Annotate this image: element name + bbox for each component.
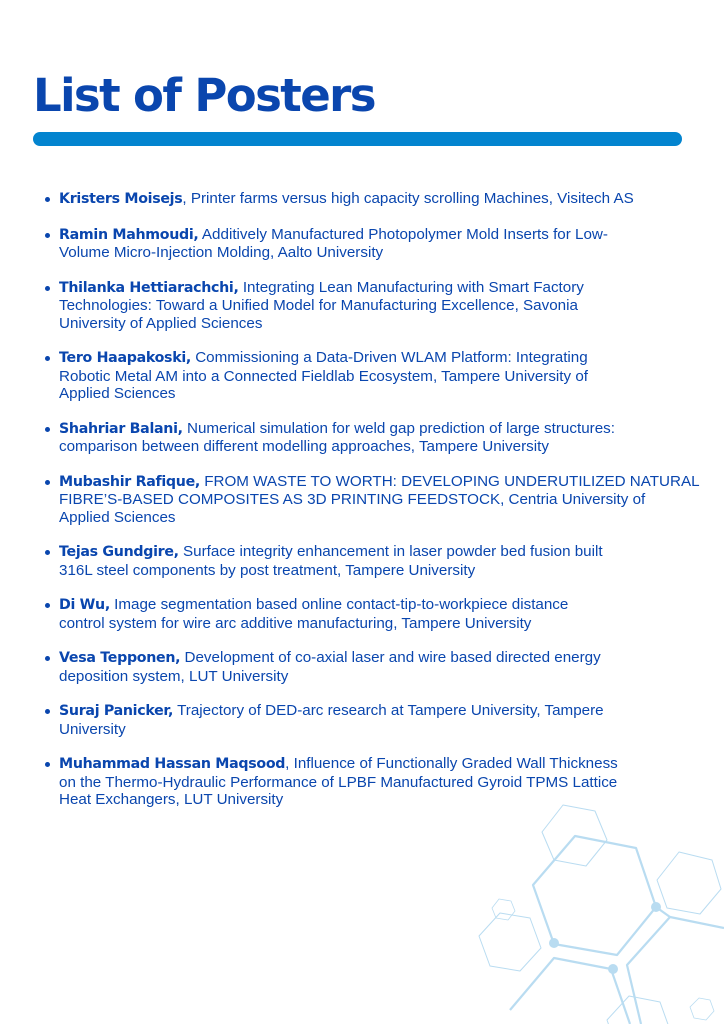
bullet-icon bbox=[45, 286, 50, 291]
poster-title-text: Robotic Metal AM into a Connected Fieldlab Ecosystem, Tampere University of bbox=[59, 367, 588, 385]
presenter-name: Di Wu, bbox=[59, 597, 110, 613]
hexagon-outline bbox=[690, 998, 714, 1020]
poster-line bbox=[59, 368, 724, 386]
poster-line bbox=[59, 349, 724, 368]
poster-title-text: Numerical simulation for weld gap prediction of large structures: bbox=[186, 419, 615, 437]
page-title: List of Posters bbox=[33, 69, 375, 122]
presenter-name: Suraj Panicker, bbox=[59, 703, 174, 719]
bullet-icon bbox=[45, 233, 50, 238]
poster-title-text: Additively Manufactured Photopolymer Mold Inserts for Low- bbox=[201, 225, 608, 243]
poster-list-item bbox=[0, 649, 724, 685]
poster-line bbox=[59, 473, 724, 492]
poster-line bbox=[59, 755, 724, 774]
poster-title-text: Development of co-axial laser and wire based directed energy bbox=[184, 649, 601, 666]
poster-list-item bbox=[0, 596, 724, 632]
poster-title-text: Applied Sciences bbox=[59, 508, 176, 526]
poster-title-text: Trajectory of DED-arc research at Tampere University, Tampere bbox=[177, 702, 604, 719]
poster-title-text: control system for wire arc additive manufacturing, Tampere University bbox=[59, 614, 532, 632]
poster-list-item bbox=[0, 349, 724, 403]
poster-list-item bbox=[0, 190, 724, 209]
poster-list bbox=[0, 190, 724, 826]
presenter-name: Tero Haapakoski, bbox=[59, 350, 191, 366]
poster-title-text: Image segmentation based online contact-tip-to-workpiece distance bbox=[114, 596, 569, 613]
poster-line bbox=[59, 615, 724, 633]
poster-list-item bbox=[0, 226, 724, 262]
poster-title-text: FIBRE’S-BASED COMPOSITES AS 3D PRINTING FEEDSTOCK, Centria University of bbox=[59, 491, 646, 508]
poster-line bbox=[59, 668, 724, 686]
poster-title-text: Printer farms versus high capacity scrolling Machines, Visitech AS bbox=[190, 190, 634, 207]
poster-line bbox=[59, 385, 724, 403]
poster-list-item bbox=[0, 543, 724, 579]
poster-line bbox=[59, 649, 724, 668]
bullet-icon bbox=[45, 603, 50, 608]
node-dot bbox=[651, 902, 661, 912]
poster-list-item bbox=[0, 279, 724, 333]
node-dot bbox=[608, 964, 618, 974]
poster-line bbox=[59, 596, 724, 615]
bullet-icon bbox=[45, 656, 50, 661]
hexagon-network-line bbox=[611, 969, 630, 1024]
poster-title-text: University of Applied Sciences bbox=[59, 314, 263, 332]
hexagon-outline bbox=[657, 852, 721, 914]
presenter-name: Ramin Mahmoudi, bbox=[59, 226, 199, 243]
bullet-icon bbox=[45, 197, 50, 202]
poster-title-text: 316L steel components by post treatment, Tampere University bbox=[59, 561, 476, 579]
name-separator: , bbox=[285, 755, 290, 772]
hexagon-network-line bbox=[627, 917, 724, 1024]
poster-title-text: deposition system, LUT University bbox=[59, 667, 289, 685]
poster-list-item bbox=[0, 473, 724, 527]
poster-line bbox=[59, 509, 724, 527]
poster-title-text: Applied Sciences bbox=[59, 385, 176, 402]
bullet-icon bbox=[45, 480, 50, 485]
poster-title-text: Surface integrity enhancement in laser powder bed fusion built bbox=[183, 543, 603, 560]
bullet-icon bbox=[45, 356, 50, 361]
poster-title-text: Technologies: Toward a Unified Model for Manufacturing Excellence, Savonia bbox=[59, 297, 578, 314]
poster-line bbox=[59, 721, 724, 739]
poster-title-text: Heat Exchangers, LUT University bbox=[59, 791, 284, 808]
poster-title-text: Volume Micro-Injection Molding, Aalto University bbox=[59, 244, 384, 261]
poster-line bbox=[59, 562, 724, 580]
poster-list-item bbox=[0, 702, 724, 738]
presenter-name: Tejas Gundgire, bbox=[59, 544, 179, 560]
poster-line bbox=[59, 315, 724, 333]
presenter-name: Thilanka Hettiarachchi, bbox=[59, 279, 239, 296]
poster-line bbox=[59, 420, 724, 439]
bullet-icon bbox=[45, 709, 50, 714]
poster-line bbox=[59, 226, 724, 245]
presenter-name: Shahriar Balani, bbox=[59, 420, 183, 437]
node-dot bbox=[549, 938, 559, 948]
poster-line bbox=[59, 438, 724, 456]
poster-line bbox=[59, 244, 724, 262]
bullet-icon bbox=[45, 550, 50, 555]
poster-line bbox=[59, 491, 724, 509]
poster-title-text: Integrating Lean Manufacturing with Smart Factory bbox=[242, 278, 584, 296]
bullet-icon bbox=[45, 762, 50, 767]
presenter-name: Mubashir Rafique, bbox=[59, 473, 200, 490]
presenter-name: Vesa Tepponen, bbox=[59, 650, 181, 666]
poster-line bbox=[59, 279, 724, 298]
poster-line bbox=[59, 543, 724, 562]
hexagon-network-decoration bbox=[460, 790, 724, 1024]
poster-line bbox=[59, 702, 724, 721]
hexagon-outline bbox=[479, 913, 541, 971]
poster-list-item bbox=[0, 420, 724, 456]
poster-line bbox=[59, 297, 724, 315]
poster-line bbox=[59, 774, 724, 792]
poster-title-text: on the Thermo-Hydraulic Performance of LPBF Manufactured Gyroid TPMS Lattice bbox=[59, 773, 618, 791]
poster-line bbox=[59, 190, 724, 209]
name-separator: , bbox=[182, 190, 187, 207]
poster-title-text: comparison between different modelling approaches, Tampere University bbox=[59, 438, 549, 455]
poster-title-text: University bbox=[59, 720, 126, 738]
title-underline-bar bbox=[33, 132, 682, 146]
poster-title-text: Influence of Functionally Graded Wall Thickness bbox=[293, 755, 618, 772]
presenter-name: Kristers Moisejs bbox=[59, 191, 183, 207]
bullet-icon bbox=[45, 427, 50, 432]
hexagon-outline bbox=[492, 899, 515, 920]
presenter-name: Muhammad Hassan Maqsood bbox=[59, 756, 286, 772]
poster-title-text: FROM WASTE TO WORTH: DEVELOPING UNDERUTILIZED NATURAL bbox=[204, 472, 700, 490]
poster-title-text: Commissioning a Data-Driven WLAM Platform: Integrating bbox=[195, 349, 588, 366]
